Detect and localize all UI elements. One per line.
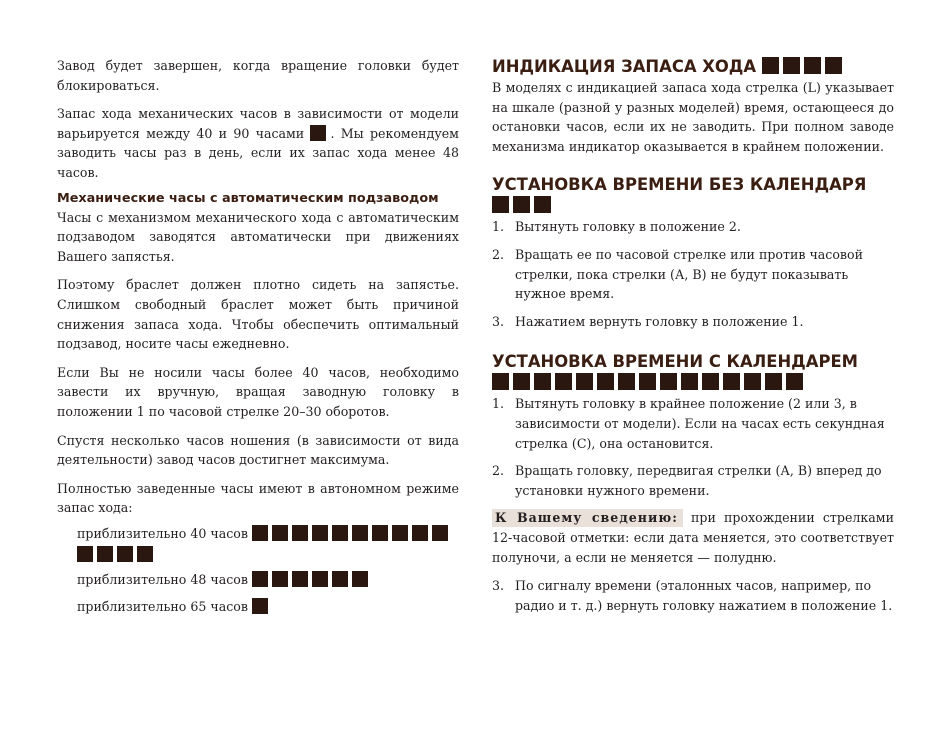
redaction-square	[252, 598, 268, 614]
redaction-squares	[492, 373, 807, 392]
steps-no-calendar	[492, 217, 894, 331]
redaction-square	[352, 571, 368, 587]
redaction-square	[765, 373, 782, 390]
redaction-square	[352, 525, 368, 541]
left-column	[57, 56, 459, 623]
redaction-square	[492, 196, 509, 213]
redaction-squares	[252, 572, 372, 587]
paragraph-winding-complete: Завод будет завершен, когда вращение головки будет блокироваться.	[57, 58, 459, 93]
redaction-square	[312, 571, 328, 587]
redaction-square	[292, 525, 308, 541]
redaction-square	[372, 525, 388, 541]
paragraph-manual-winding: Если Вы не носили часы более 40 часов, необходимо завести их вручную, вращая заводную головку в положении 1 по часовой стрелке 20–30 оборотов.	[57, 364, 459, 419]
paragraph-max-winding: Спустя несколько часов ношения (в зависимости от вида деятельности) завод часов достигнет максимума.	[57, 432, 459, 468]
redaction-square	[432, 525, 448, 541]
redaction-square	[723, 373, 740, 390]
redaction-square	[744, 373, 761, 390]
reserve-list	[57, 523, 459, 617]
redaction-square	[97, 546, 113, 562]
redaction-square	[555, 373, 572, 390]
redaction-square	[310, 125, 326, 141]
paragraph-reserve-intro: Полностью заведенные часы имеют в автономном режиме запас хода:	[57, 480, 459, 516]
steps-with-calendar-cont	[492, 576, 894, 615]
redaction-square	[825, 57, 842, 74]
list-item: 3. Нажатием вернуть головку в положение 1.	[492, 313, 804, 329]
redaction-square	[513, 373, 530, 390]
list-item: 2. Вращать ее по часовой стрелке или против часовой стрелки, пока стрелки (А, В) не будут показывать нужное время.	[492, 246, 863, 302]
reserve-item: приблизительно 65 часов	[77, 596, 459, 617]
redaction-square	[392, 525, 408, 541]
list-item: 2. Вращать головку, передвигая стрелки (А, В) вперед до установки нужного времени.	[492, 463, 882, 498]
info-note	[492, 508, 894, 567]
redaction-square	[117, 546, 133, 562]
redaction-square	[272, 571, 288, 587]
redaction-square	[576, 373, 593, 390]
right-column	[492, 56, 894, 623]
redaction-square	[534, 373, 551, 390]
redaction-square	[292, 571, 308, 587]
redaction-squares	[762, 57, 846, 76]
paragraph-automatic: Часы с механизмом механического хода с автоматическим подзаводом заводятся автоматически при движениях Вашего запястья.	[57, 209, 459, 264]
redaction-square	[412, 525, 428, 541]
redaction-square	[786, 373, 803, 390]
list-item: 1. Вытянуть головку в крайнее положение (2 или 3, в зависимости от модели). Если на часах есть секундная стрелка (С), она остановится.	[492, 396, 885, 451]
redaction-squares	[252, 599, 272, 614]
paragraph-bracelet: Поэтому браслет должен плотно сидеть на запястье. Слишком свободный браслет может быть причиной снижения запаса хода. Чтобы обеспечить оптимальный подзавод, носите часы ежедневно.	[57, 277, 459, 352]
redaction-squares	[77, 544, 459, 563]
note-label: К Вашему сведению:	[492, 509, 683, 527]
redaction-square	[639, 373, 656, 390]
reserve-item: приблизительно 48 часов	[77, 569, 459, 590]
redaction-squares	[310, 126, 330, 141]
redaction-square	[804, 57, 821, 74]
redaction-square	[312, 525, 328, 541]
redaction-square	[272, 525, 288, 541]
paragraph-indicator: В моделях с индикацией запаса хода стрелка (L) указывает на шкале (разной у разных моделей) время, остающееся до остановки часов, если их не заводить. При полном заводе механизма индикатор оказывается в крайнем положении.	[492, 80, 894, 154]
reserve-item: приблизительно 40 часов	[77, 523, 459, 563]
redaction-square	[783, 57, 800, 74]
paragraph-power-reserve: Запас хода механических часов в зависимости от модели варьируется между 40 и 90 часами . Мы рекомендуем заводить часы раз в день, если их запас хода менее 48 часов.	[57, 106, 459, 180]
heading-time-with-calendar: УСТАНОВКА ВРЕМЕНИ С КАЛЕНДАРЕМ	[492, 351, 894, 393]
redaction-square	[618, 373, 635, 390]
heading-time-no-calendar: УСТАНОВКА ВРЕМЕНИ БЕЗ КАЛЕНДАРЯ	[492, 174, 894, 216]
redaction-square	[702, 373, 719, 390]
redaction-square	[513, 196, 530, 213]
redaction-square	[492, 373, 509, 390]
subheading-automatic: Механические часы с автоматическим подзаводом	[57, 190, 439, 206]
redaction-square	[137, 546, 153, 562]
list-item: 1. Вытянуть головку в положение 2.	[492, 219, 741, 235]
redaction-square	[332, 525, 348, 541]
redaction-squares	[492, 196, 555, 215]
redaction-square	[660, 373, 677, 390]
note-text: при прохождении стрелками 12-часовой отметки: если дата меняется, это соответствует полуночи, а если не меняется — полудню.	[492, 510, 894, 565]
redaction-square	[332, 571, 348, 587]
redaction-square	[597, 373, 614, 390]
redaction-squares	[252, 526, 452, 541]
redaction-square	[252, 571, 268, 587]
list-item: 3. По сигналу времени (эталонных часов, например, по радио и т. д.) вернуть головку нажатием в положение 1.	[492, 578, 893, 613]
redaction-square	[252, 525, 268, 541]
redaction-square	[681, 373, 698, 390]
redaction-square	[77, 546, 93, 562]
redaction-square	[762, 57, 779, 74]
redaction-square	[534, 196, 551, 213]
steps-with-calendar	[492, 394, 894, 500]
heading-power-reserve-indicator: ИНДИКАЦИЯ ЗАПАСА ХОДА	[492, 56, 894, 77]
